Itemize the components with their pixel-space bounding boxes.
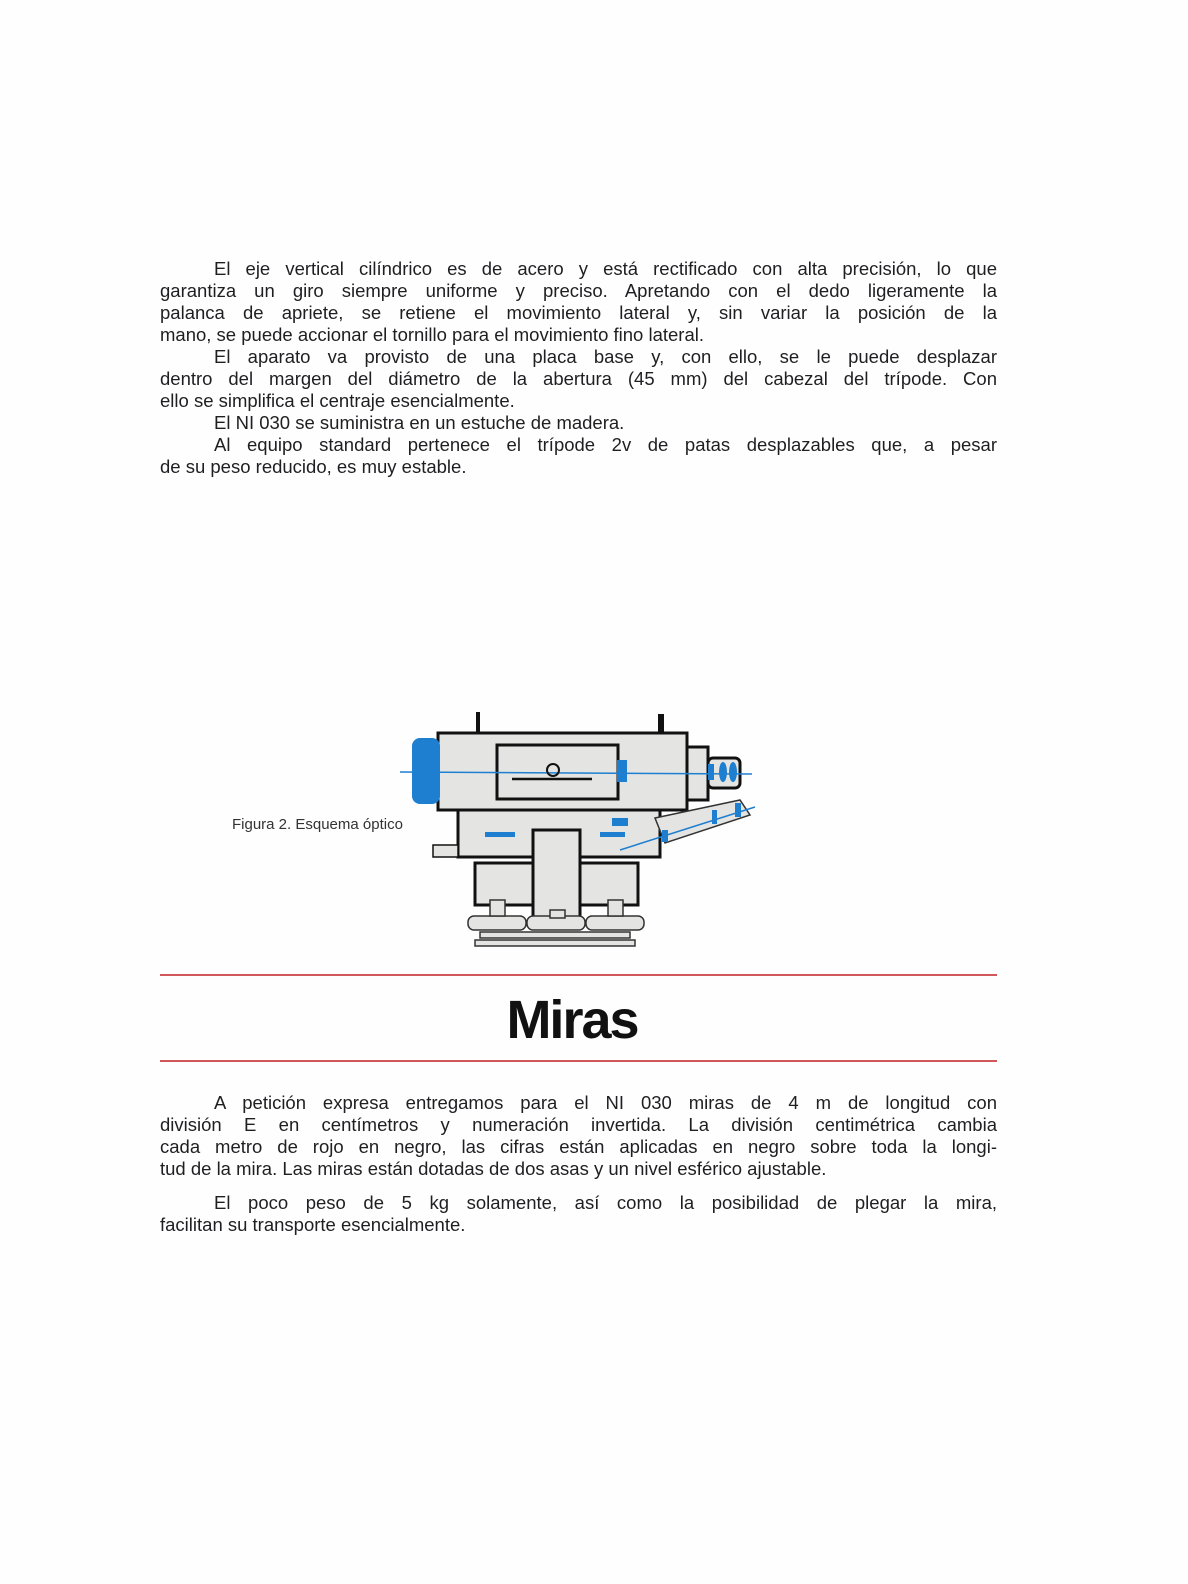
- divider-top: [160, 974, 997, 976]
- optical-diagram-level: [390, 700, 770, 960]
- paragraph-line: El eje vertical cilíndrico es de acero y está rectificado con alta precisión, lo que: [214, 258, 997, 279]
- paragraph-line: de su peso reducido, es muy estable.: [160, 456, 467, 477]
- paragraph-line: El NI 030 se suministra en un estuche de madera.: [214, 412, 625, 433]
- paragraph-line: A petición expresa entregamos para el NI 030 miras de 4 m de longitud con: [214, 1092, 997, 1113]
- paragraph-line: facilitan su transporte esencialmente.: [160, 1214, 466, 1235]
- paragraph-line: ello se simplifica el centraje esencialmente.: [160, 390, 515, 411]
- foot-screw: [468, 916, 526, 930]
- paragraph-line: división E en centímetros y numeración invertida. La división centimétrica cambia: [160, 1114, 997, 1135]
- paragraph-line: palanca de apriete, se retiene el movimiento lateral y, sin variar la posición de la: [160, 302, 997, 323]
- paragraph-line: cada metro de rojo en negro, las cifras están aplicadas en negro sobre toda la longi-: [160, 1136, 997, 1157]
- paragraph-line: garantiza un giro siempre uniforme y preciso. Apretando con el dedo ligeramente la: [160, 280, 997, 301]
- divider-bottom: [160, 1060, 997, 1062]
- paragraph-line: El aparato va provisto de una placa base y, con ello, se le puede desplazar: [214, 346, 997, 367]
- section-heading: Miras: [506, 990, 638, 1050]
- foot-screw: [586, 916, 644, 930]
- paragraph-line: dentro del margen del diámetro de la abertura (45 mm) del cabezal del trípode. Con: [160, 368, 997, 389]
- vertical-axis: [533, 830, 580, 920]
- objective-lens: [412, 738, 440, 804]
- paragraph-line: tud de la mira. Las miras están dotadas de dos asas y un nivel esférico ajustable.: [160, 1158, 827, 1179]
- figure-caption: Figura 2. Esquema óptico: [232, 816, 403, 833]
- paragraph-line: Al equipo standard pertenece el trípode 2v de patas desplazables que, a pesar: [214, 434, 997, 455]
- paragraph-line: El poco peso de 5 kg solamente, así como la posibilidad de plegar la mira,: [214, 1192, 997, 1213]
- paragraph-line: mano, se puede accionar el tornillo para el movimiento fino lateral.: [160, 324, 704, 345]
